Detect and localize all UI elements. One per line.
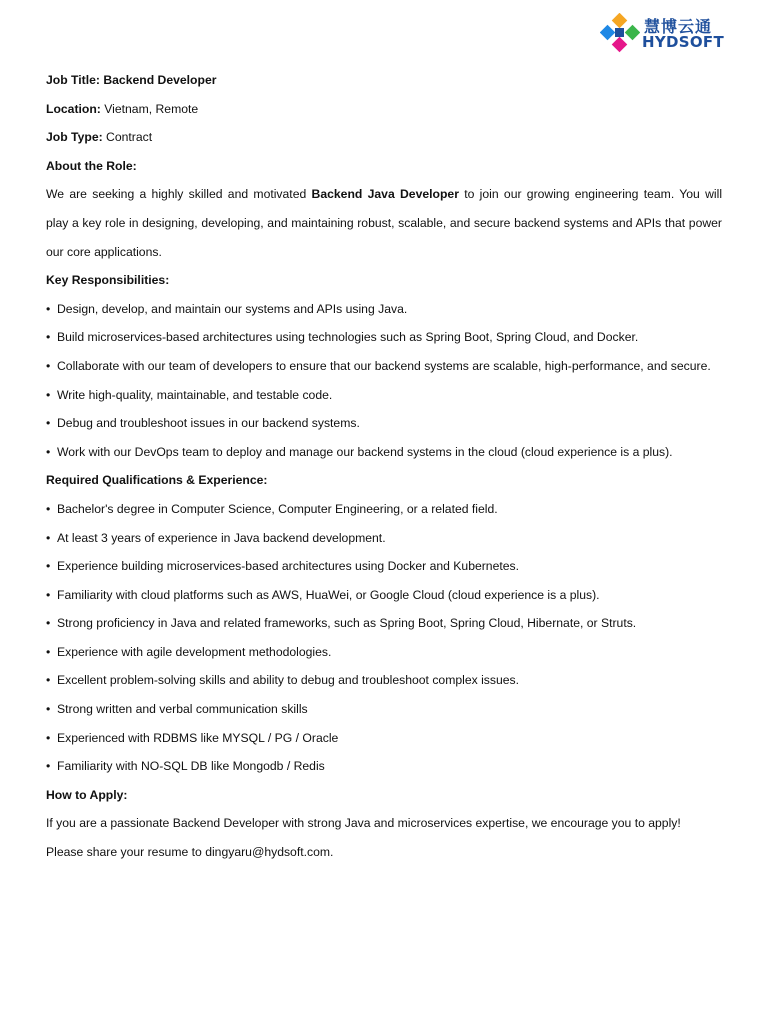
list-item — [46, 295, 722, 324]
list-item — [46, 552, 722, 581]
list-item — [46, 609, 722, 638]
list-item-text: Debug and troubleshoot issues in our backend systems. — [57, 416, 360, 431]
bullet-icon: • — [46, 673, 51, 688]
list-item-text: Design, develop, and maintain our systems and APIs using Java. — [57, 301, 408, 316]
list-item-text: Excellent problem-solving skills and ability to debug and troubleshoot complex issues. — [57, 673, 520, 688]
list-item-text: Experienced with RDBMS like MYSQL / PG / Oracle — [57, 730, 339, 745]
bullet-icon: • — [46, 644, 51, 659]
bullet-icon: • — [46, 702, 51, 717]
list-item — [46, 323, 722, 352]
bullet-icon: • — [46, 387, 51, 402]
responsibilities-heading: Key Responsibilities: — [46, 273, 170, 288]
responsibilities-list — [46, 295, 722, 467]
list-item-text: Experience with agile development methodologies. — [57, 644, 332, 659]
bullet-icon: • — [46, 330, 51, 345]
list-item-text: Build microservices-based architectures using technologies such as Spring Boot, Spring Cloud, and Docker. — [57, 330, 639, 345]
list-item-text: Experience building microservices-based architectures using Docker and Kubernetes. — [57, 559, 520, 574]
list-item — [46, 752, 722, 781]
list-item-text: Write high-quality, maintainable, and testable code. — [57, 387, 333, 402]
list-item — [46, 524, 722, 553]
bullet-icon: • — [46, 416, 51, 431]
list-item — [46, 409, 722, 438]
qualifications-list — [46, 495, 722, 781]
list-item — [46, 381, 722, 410]
list-item-text: Strong written and verbal communication skills — [57, 702, 308, 717]
list-item-text: Bachelor's degree in Computer Science, Computer Engineering, or a related field. — [57, 501, 498, 516]
list-item-text: Familiarity with NO-SQL DB like Mongodb / Redis — [57, 759, 325, 774]
bullet-icon: • — [46, 616, 51, 631]
job-description-document — [46, 66, 722, 867]
job-type-line — [46, 123, 722, 152]
company-logo — [600, 12, 725, 54]
list-item-text: At least 3 years of experience in Java backend development. — [57, 530, 386, 545]
list-item-text: Work with our DevOps team to deploy and manage our backend systems in the cloud (cloud experience is a plus). — [57, 444, 673, 459]
list-item — [46, 495, 722, 524]
bullet-icon: • — [46, 444, 51, 459]
logo-chinese-name: 慧博云通 — [644, 17, 713, 36]
list-item — [46, 581, 722, 610]
list-item — [46, 666, 722, 695]
apply-paragraph-line-1: If you are a passionate Backend Developer with strong Java and microservices expertise, we encourage you to apply! — [46, 816, 681, 831]
list-item — [46, 638, 722, 667]
about-paragraph-line-1 — [46, 180, 722, 209]
about-heading: About the Role: — [46, 158, 137, 173]
bullet-icon: • — [46, 759, 51, 774]
list-item-text: Familiarity with cloud platforms such as AWS, HuaWei, or Google Cloud (cloud experience is a plus). — [57, 587, 600, 602]
list-item — [46, 438, 722, 467]
bullet-icon: • — [46, 501, 51, 516]
bullet-icon: • — [46, 301, 51, 316]
apply-paragraph-line-2: Please share your resume to dingyaru@hydsoft.com. — [46, 845, 334, 860]
about-text: We are seeking a highly skilled and motivated — [46, 187, 307, 202]
list-item — [46, 695, 722, 724]
bullet-icon: • — [46, 559, 51, 574]
list-item — [46, 352, 722, 381]
qualifications-heading: Required Qualifications & Experience: — [46, 473, 268, 488]
job-type-value: Contract — [106, 130, 153, 145]
about-text: to join our growing engineering team. You will — [464, 187, 723, 202]
list-item-text: Strong proficiency in Java and related frameworks, such as Spring Boot, Spring Cloud, Hibernate, or Struts. — [57, 616, 637, 631]
job-title-line — [46, 66, 722, 95]
location-value: Vietnam, Remote — [104, 101, 199, 116]
bullet-icon: • — [46, 530, 51, 545]
location-line — [46, 95, 722, 124]
list-item-text: Collaborate with our team of developers to ensure that our backend systems are scalable, high-performance, and secure. — [57, 358, 711, 373]
bullet-icon: • — [46, 587, 51, 602]
hydsoft-logo-icon — [600, 13, 640, 53]
job-title-label: Job Title: — [46, 73, 100, 87]
bullet-icon: • — [46, 358, 51, 373]
about-paragraph-line-3: our core applications. — [46, 244, 162, 259]
job-title-value: Backend Developer — [103, 73, 217, 87]
bullet-icon: • — [46, 730, 51, 745]
list-item — [46, 724, 722, 753]
logo-english-name: HYDSOFT — [642, 33, 724, 51]
job-type-label: Job Type: — [46, 130, 103, 145]
location-label: Location: — [46, 101, 101, 116]
about-paragraph-line-2: play a key role in designing, developing, and maintaining robust, scalable, and secure backend systems and APIs that power — [46, 215, 722, 230]
about-highlight: Backend Java Developer — [311, 187, 459, 202]
how-to-apply-heading: How to Apply: — [46, 787, 128, 802]
